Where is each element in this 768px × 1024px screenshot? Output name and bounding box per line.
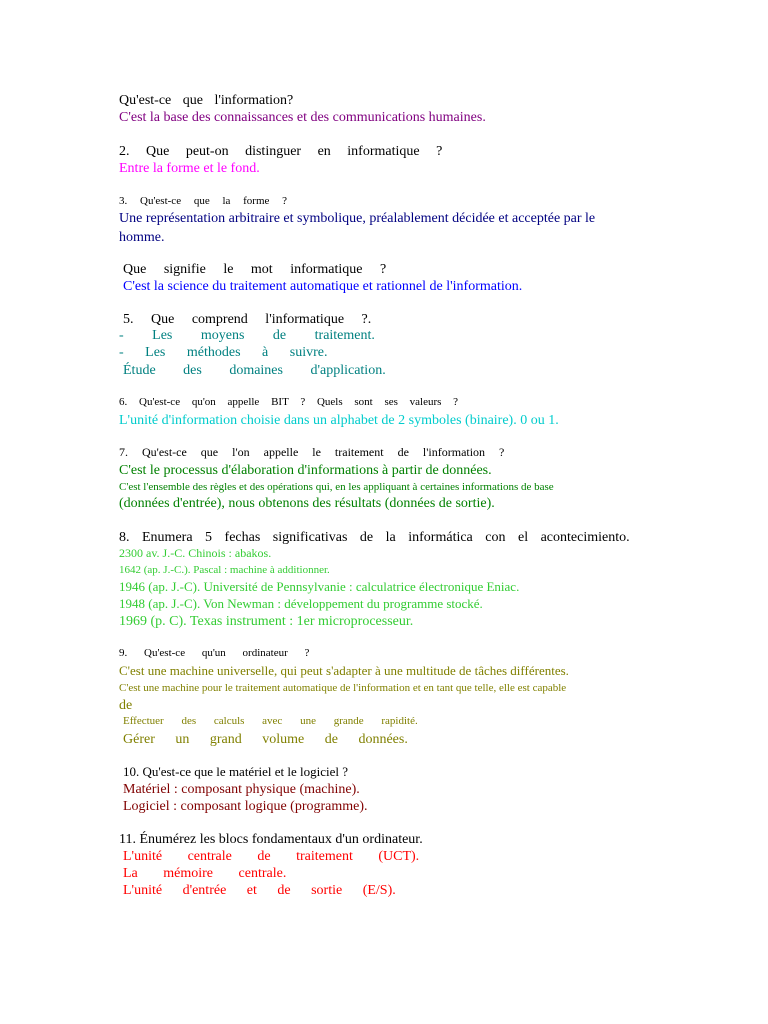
question-6: 6. Qu'est-ce qu'on appelle BIT ? Quels sont ses valeurs ? bbox=[119, 396, 459, 408]
answer-8-line-2: 1642 (ap. J.-C.). Pascal : machine à additionner. bbox=[119, 564, 330, 576]
question-10: 10. Qu'est-ce que le matériel et le logiciel ? bbox=[123, 764, 349, 779]
answer-9-line-1: C'est une machine universelle, qui peut s'adapter à une multitude de tâches différentes. bbox=[119, 663, 569, 678]
question-7: 7. Qu'est-ce que l'on appelle le traitement de l'information ? bbox=[119, 445, 505, 459]
answer-9-line-3: de bbox=[119, 698, 133, 713]
answer-6-line-1: L'unité d'information choisie dans un alphabet de 2 symboles (binaire). 0 ou 1. bbox=[119, 413, 559, 428]
answer-8-line-5: 1969 (p. C). Texas instrument : 1er microprocesseur. bbox=[119, 614, 414, 629]
question-11: 11. Énumérez les blocs fondamentaux d'un ordinateur. bbox=[119, 832, 423, 847]
answer-1-line-1: C'est la base des connaissances et des communications humaines. bbox=[119, 110, 486, 125]
answer-5-line-3: Étude des domaines d'application. bbox=[123, 363, 386, 378]
answer-7-line-2: C'est l'ensemble des règles et des opérations qui, en les appliquant à certaines informations de base bbox=[119, 481, 554, 493]
answer-9-line-4: Effectuer des calculs avec une grande rapidité. bbox=[123, 715, 418, 727]
question-5: 5. Que comprend l'informatique ?. bbox=[123, 312, 372, 327]
answer-11-line-2: La mémoire centrale. bbox=[123, 866, 287, 881]
answer-8-line-3: 1946 (ap. J.-C). Université de Pennsylvanie : calculatrice électronique Eniac. bbox=[119, 579, 520, 594]
question-1: Qu'est-ce que l'information? bbox=[119, 93, 294, 108]
answer-11-line-1: L'unité centrale de traitement (UCT). bbox=[123, 849, 420, 864]
answer-10-line-2: Logiciel : composant logique (programme). bbox=[123, 799, 368, 814]
answer-5-line-2: - Les méthodes à suivre. bbox=[119, 345, 328, 360]
answer-3-line-2: homme. bbox=[119, 230, 165, 245]
answer-9-line-2: C'est une machine pour le traitement automatique de l'information et en tant que telle, elle est capable bbox=[119, 682, 567, 694]
answer-2-line-1: Entre la forme et le fond. bbox=[119, 161, 260, 176]
answer-10-line-1: Matériel : composant physique (machine). bbox=[123, 782, 360, 797]
question-2 bbox=[119, 144, 443, 160]
question-3: 3. Qu'est-ce que la forme ? bbox=[119, 195, 288, 207]
answer-4-line-1: C'est la science du traitement automatique et rationnel de l'information. bbox=[123, 279, 523, 294]
question-8: 8. Enumera 5 fechas significativas de la informática con el acontecimiento. bbox=[119, 530, 630, 545]
answer-7-line-3: (données d'entrée), nous obtenons des résultats (données de sortie). bbox=[119, 496, 495, 511]
question-4: Que signifie le mot informatique ? bbox=[123, 262, 387, 277]
answer-3-line-1: Une représentation arbitraire et symbolique, préalablement décidée et acceptée par le bbox=[119, 211, 596, 226]
question-9: 9. Qu'est-ce qu'un ordinateur ? bbox=[119, 647, 310, 659]
answer-11-line-3: L'unité d'entrée et de sortie (E/S). bbox=[123, 883, 396, 898]
question-2-text: 2. Que peut-on distinguer en informatique ? bbox=[119, 144, 443, 159]
answer-5-line-1: - Les moyens de traitement. bbox=[119, 328, 375, 343]
answer-8-line-1: 2300 av. J.-C. Chinois : abakos. bbox=[119, 546, 272, 560]
answer-8-line-4: 1948 (ap. J.-C). Von Newman : développement du programme stocké. bbox=[119, 596, 483, 611]
answer-7-line-1: C'est le processus d'élaboration d'informations à partir de données. bbox=[119, 463, 492, 478]
answer-9-line-5: Gérer un grand volume de données. bbox=[123, 732, 408, 747]
